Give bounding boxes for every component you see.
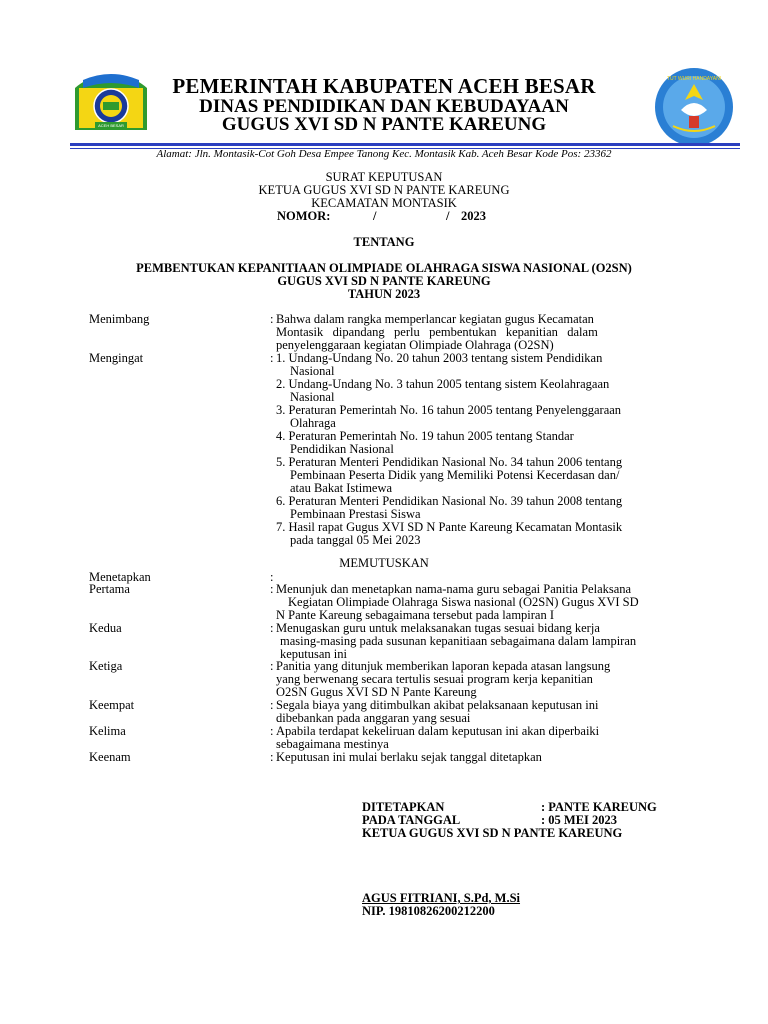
signatory-position: KETUA GUGUS XVI SD N PANTE KAREUNG bbox=[362, 826, 623, 840]
nomor-separator-1: / bbox=[373, 209, 377, 223]
header-divider-thick bbox=[70, 143, 740, 146]
kedua-line-2: masing-masing pada susunan kepanitiaan sebagaimana dalam lampiran bbox=[280, 634, 637, 648]
header-government: PEMERINTAH KABUPATEN ACEH BESAR bbox=[172, 74, 596, 98]
ketiga-line-2: yang berwenang secara tertulis sesuai program kerja kepanitian bbox=[276, 672, 593, 686]
mengingat-item-7: 7. Hasil rapat Gugus XVI SD N Pante Kareung Kecamatan Montasik bbox=[276, 520, 623, 534]
keempat-colon: : bbox=[270, 698, 274, 712]
menimbang-line-3: penyelenggaraan kegiatan Olimpiade Olahraga (O2SN) bbox=[276, 338, 554, 352]
subject-line-1: PEMBENTUKAN KEPANITIAAN OLIMPIADE OLAHRAGA SISWA NASIONAL (O2SN) bbox=[136, 261, 632, 275]
subject-line-3: TAHUN 2023 bbox=[347, 287, 421, 301]
signatory-name: AGUS FITRIANI, S.Pd, M.Si bbox=[362, 891, 521, 905]
left-logo-text: ACEH BESAR bbox=[98, 123, 124, 128]
nomor-label: NOMOR: bbox=[277, 209, 331, 223]
kedua-line-1: Menugaskan guru untuk melaksanakan tugas sesuai bidang kerja bbox=[276, 621, 600, 635]
mengingat-item-1-cont: Nasional bbox=[290, 364, 335, 378]
header-department: DINAS PENDIDIKAN DAN KEBUDAYAAN bbox=[199, 96, 569, 117]
keempat-label: Keempat bbox=[89, 698, 135, 712]
kelima-label: Kelima bbox=[89, 724, 126, 738]
mengingat-item-3: 3. Peraturan Pemerintah No. 16 tahun 2005 tentang Penyelenggaraan bbox=[276, 403, 622, 417]
mengingat-item-5-cont: Pembinaan Peserta Didik yang Memiliki Potensi Kecerdasan dan/ bbox=[290, 468, 620, 482]
tanggal-value: : 05 MEI 2023 bbox=[541, 813, 618, 827]
menimbang-line-1: Bahwa dalam rangka memperlancar kegiatan gugus Kecamatan bbox=[276, 312, 594, 326]
kelima-colon: : bbox=[270, 724, 274, 738]
nomor-year: 2023 bbox=[461, 209, 486, 223]
right-logo-text: TUT WURI HANDAYANI bbox=[666, 76, 722, 82]
memutuskan-heading: MEMUTUSKAN bbox=[339, 556, 429, 570]
ditetapkan-label: DITETAPKAN bbox=[362, 800, 445, 814]
mengingat-item-2-cont: Nasional bbox=[290, 390, 335, 404]
title-ketua: KETUA GUGUS XVI SD N PANTE KAREUNG bbox=[258, 183, 510, 197]
header-address: Alamat: Jln. Montasik-Cot Goh Desa Empee Tanong Kec. Montasik Kab. Aceh Besar Kode Pos: 23362 bbox=[156, 148, 612, 160]
tentang-heading: TENTANG bbox=[353, 235, 415, 249]
mengingat-item-6: 6. Peraturan Menteri Pendidikan Nasional No. 39 tahun 2008 tentang bbox=[276, 494, 623, 508]
mengingat-item-5-cont-2: atau Bakat Istimewa bbox=[290, 481, 393, 495]
mengingat-item-7-cont: pada tanggal 05 Mei 2023 bbox=[290, 533, 421, 547]
tanggal-label: PADA TANGGAL bbox=[362, 813, 461, 827]
mengingat-item-1: 1. Undang-Undang No. 20 tahun 2003 tentang sistem Pendidikan bbox=[276, 351, 603, 365]
ketiga-colon: : bbox=[270, 659, 274, 673]
menimbang-label: Menimbang bbox=[89, 312, 150, 326]
pertama-colon: : bbox=[270, 582, 274, 596]
mengingat-item-5: 5. Peraturan Menteri Pendidikan Nasional No. 34 tahun 2006 tentang bbox=[276, 455, 623, 469]
pertama-label: Pertama bbox=[89, 582, 130, 596]
nomor-separator-2: / bbox=[446, 209, 450, 223]
subject-line-2: GUGUS XVI SD N PANTE KAREUNG bbox=[277, 274, 491, 288]
header-cluster: GUGUS XVI SD N PANTE KAREUNG bbox=[221, 114, 547, 135]
mengingat-item-3-cont: Olahraga bbox=[290, 416, 336, 430]
mengingat-item-2: 2. Undang-Undang No. 3 tahun 2005 tentang sistem Keolahragaan bbox=[276, 377, 610, 391]
kelima-line-2: sebagaimana mestinya bbox=[276, 737, 389, 751]
kedua-colon: : bbox=[270, 621, 274, 635]
signatory-nip: NIP. 19810826200212200 bbox=[362, 904, 495, 918]
ketiga-line-3: O2SN Gugus XVI SD N Pante Kareung bbox=[276, 685, 477, 699]
kelima-line-1: Apabila terdapat kekeliruan dalam keputusan ini akan diperbaiki bbox=[276, 724, 600, 738]
ketiga-label: Ketiga bbox=[89, 659, 123, 673]
ditetapkan-value: : PANTE KAREUNG bbox=[541, 800, 657, 814]
mengingat-item-6-cont: Pembinaan Prestasi Siswa bbox=[290, 507, 421, 521]
title-surat-keputusan: SURAT KEPUTUSAN bbox=[325, 170, 443, 184]
title-kecamatan: KECAMATAN MONTASIK bbox=[311, 196, 457, 210]
mengingat-colon: : bbox=[270, 351, 274, 365]
keempat-line-2: dibebankan pada anggaran yang sesuai bbox=[276, 711, 471, 725]
menimbang-colon: : bbox=[270, 312, 274, 326]
menetapkan-colon: : bbox=[270, 570, 274, 584]
pertama-line-1: Menunjuk dan menetapkan nama-nama guru sebagai Panitia Pelaksana bbox=[276, 582, 632, 596]
mengingat-label: Mengingat bbox=[89, 351, 144, 365]
mengingat-item-4-cont: Pendidikan Nasional bbox=[290, 442, 394, 456]
keenam-colon: : bbox=[270, 750, 274, 764]
keempat-line-1: Segala biaya yang ditimbulkan akibat pelaksanaan keputusan ini bbox=[276, 698, 599, 712]
menetapkan-label: Menetapkan bbox=[89, 570, 151, 584]
kedua-label: Kedua bbox=[89, 621, 122, 635]
menimbang-line-2: Montasik dipandang perlu pembentukan kepanitian dalam bbox=[276, 325, 598, 339]
pertama-line-2: Kegiatan Olimpiade Olahraga Siswa nasional (O2SN) Gugus XVI SD bbox=[288, 595, 639, 609]
keenam-line-1: Keputusan ini mulai berlaku sejak tanggal ditetapkan bbox=[276, 750, 542, 764]
kedua-line-3: keputusan ini bbox=[280, 647, 348, 661]
keenam-label: Keenam bbox=[89, 750, 131, 764]
mengingat-item-4: 4. Peraturan Pemerintah No. 19 tahun 2005 tentang Standar bbox=[276, 429, 574, 443]
ketiga-line-1: Panitia yang ditunjuk memberikan laporan kepada atasan langsung bbox=[276, 659, 611, 673]
pertama-line-3: N Pante Kareung sebagaimana tersebut pada lampiran I bbox=[276, 608, 555, 622]
